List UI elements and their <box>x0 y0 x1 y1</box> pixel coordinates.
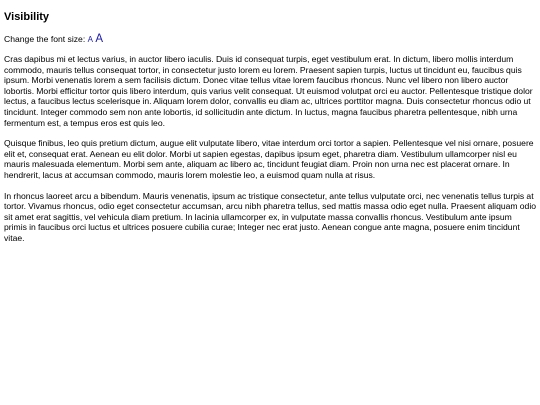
font-size-label: Change the font size: <box>4 34 86 44</box>
paragraph-1: Cras dapibus mi et lectus varius, in auctor libero iaculis. Duis id consequat turpis, eget vestibulum erat. In dictum, libero mollis interdum commodo, mauris tellus consequat tortor, in consectetur justo lorem eu lorem. Praesent sapien turpis, luctus ut tincidunt eu, faucibus quis ipsum. Morbi venenatis lorem a sem facilisis dictum. Donec vitae tellus vitae lorem faucibus rhoncus. Nunc vel libero non libero auctor lobortis. Morbi efficitur tortor quis libero interdum, quis varius velit consequat. Ut euismod volutpat orci eu auctor. Pellentesque tristique dolor lectus, a faucibus lectus scelerisque in. Aliquam lorem dolor, convallis eu diam ac, ultrices porttitor magna. Duis consectetur rhoncus odio ut tincidunt. Integer commodo sem non ante lobortis, id sollicitudin ante dictum. In luctus, magna faucibus pharetra pellentesque, nibh urna fermentum est, a tempus eros est quis leo. <box>4 54 533 128</box>
paragraph-3: In rhoncus laoreet arcu a bibendum. Mauris venenatis, ipsum ac tristique consectetur, ante tellus vulputate orci, nec venenatis tellus turpis at tortor. Vivamus rhoncus, odio eget consectetur accumsan, arcu nibh pharetra tellus, sed mattis massa odio eget nulla. Praesent aliquam odio sit amet erat sagittis, vel vehicula diam pretium. In lacinia ullamcorper ex, in vulputate massa convallis rhoncus. Vestibulum ante ipsum primis in faucibus orci luctus et ultrices posuere cubilia curae; Integer nec erat justo. Aenean congue ante magna, posuere enim tincidunt vitae. <box>4 190 537 243</box>
font-size-control <box>4 34 536 45</box>
decrease-font-size-link[interactable]: A <box>87 35 93 44</box>
page-title: Visibility <box>4 11 50 23</box>
paragraph-2: Quisque finibus, leo quis pretium dictum, augue elit vulputate libero, vitae interdum orci tortor a sapien. Pellentesque vel nisi ornare, posuere elit et, consequat erat. Aenean eu elit dolor. Morbi ut sapien egestas, dapibus ipsum eget, pharetra diam. Vestibulum ullamcorper nisl eu mauris malesuada elementum. Morbi sem ante, aliquam ac libero ac, tincidunt feugiat diam. Proin non urna nec est placerat ornare. In hendrerit, lacus at accumsan commodo, mauris lorem molestie leo, a euismod quam nulla at risus. <box>4 138 534 180</box>
increase-font-size-link[interactable]: A <box>95 33 104 45</box>
